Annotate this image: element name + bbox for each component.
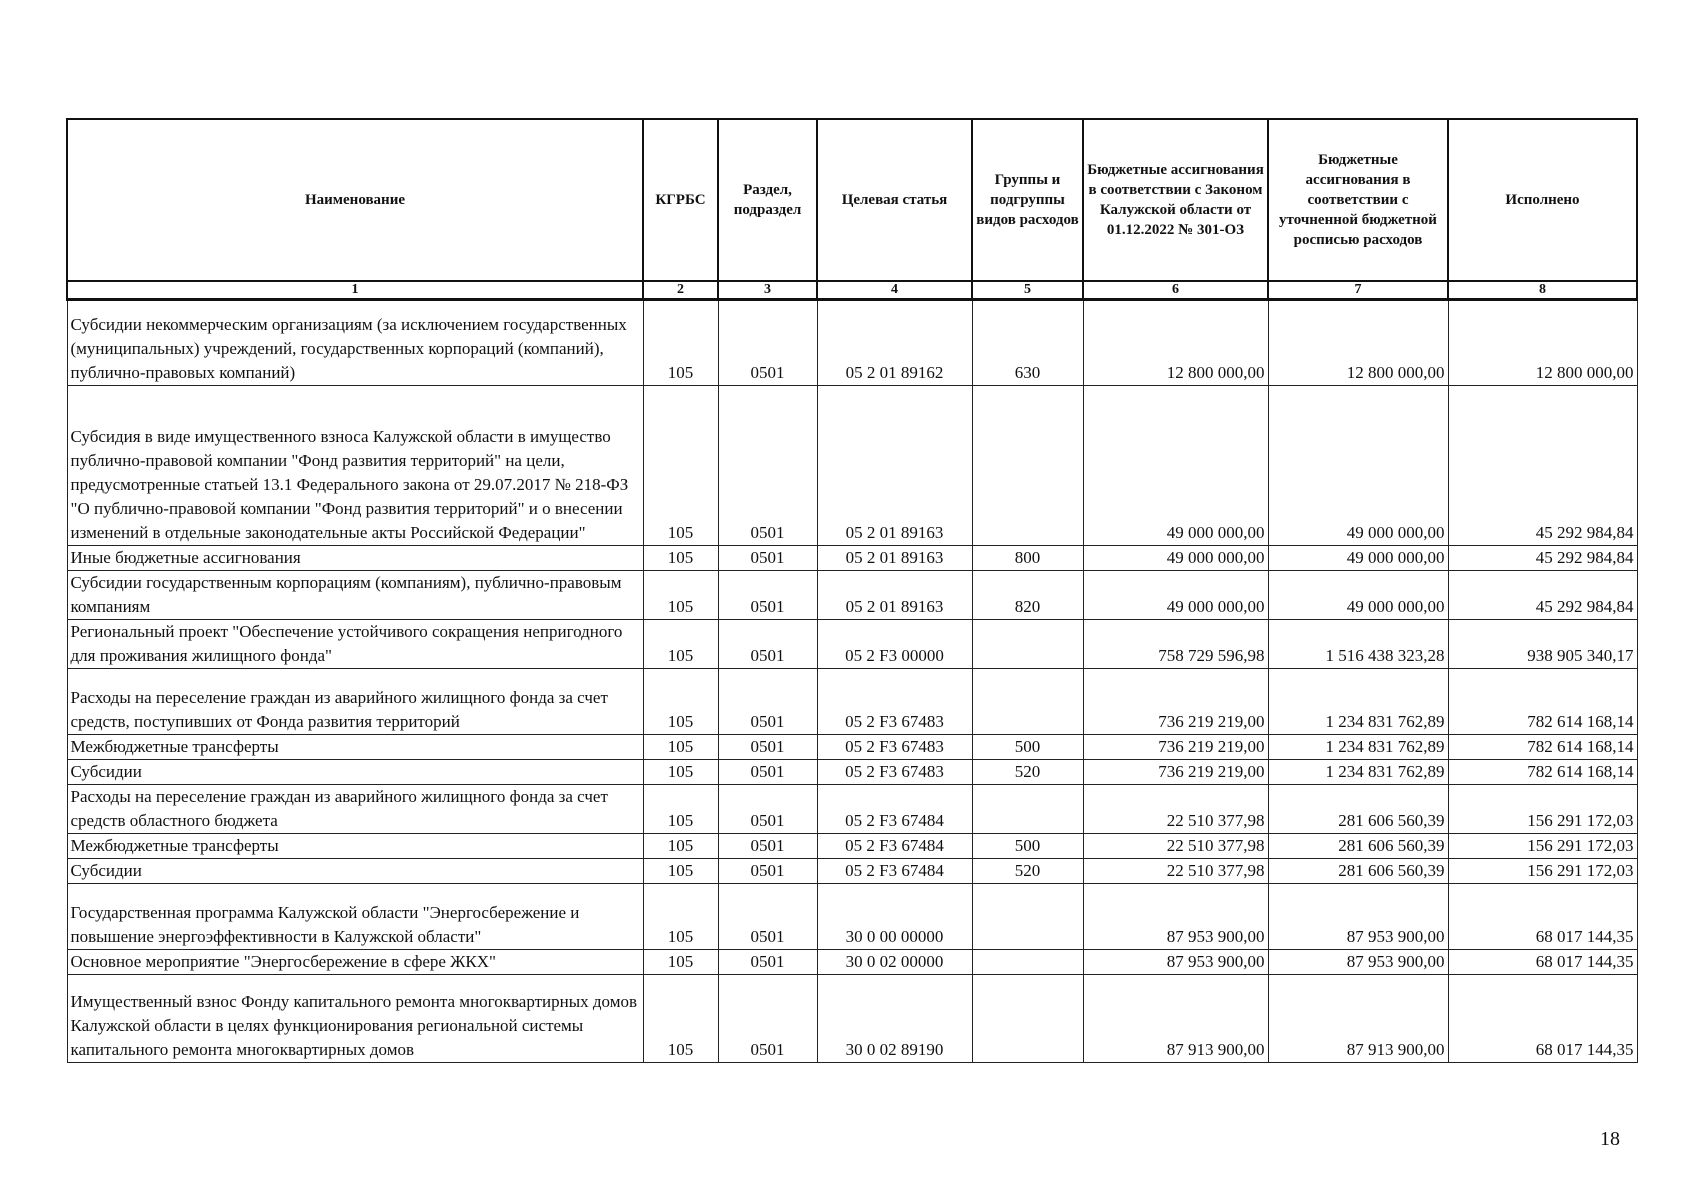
row-target-article: 05 2 01 89163	[817, 571, 972, 620]
budget-table-container	[66, 118, 1636, 1063]
row-expense-group	[972, 785, 1083, 834]
row-kgrbs: 105	[643, 620, 718, 669]
row-executed: 45 292 984,84	[1448, 386, 1637, 546]
table-row	[67, 950, 1637, 975]
row-expense-group: 820	[972, 571, 1083, 620]
row-section: 0501	[718, 884, 817, 950]
row-law-allocation: 49 000 000,00	[1083, 546, 1268, 571]
header-name: Наименование	[67, 119, 643, 281]
row-target-article: 30 0 00 00000	[817, 884, 972, 950]
row-law-allocation: 87 913 900,00	[1083, 975, 1268, 1063]
row-refined-allocation: 49 000 000,00	[1268, 571, 1448, 620]
row-name: Субсидии	[67, 760, 643, 785]
header-kgrbs: КГРБС	[643, 119, 718, 281]
row-expense-group	[972, 386, 1083, 546]
column-number: 3	[718, 281, 817, 300]
row-expense-group: 520	[972, 859, 1083, 884]
row-target-article: 05 2 F3 67483	[817, 760, 972, 785]
row-kgrbs: 105	[643, 884, 718, 950]
row-target-article: 05 2 01 89162	[817, 300, 972, 386]
row-law-allocation: 22 510 377,98	[1083, 834, 1268, 859]
row-refined-allocation: 49 000 000,00	[1268, 386, 1448, 546]
row-law-allocation: 87 953 900,00	[1083, 884, 1268, 950]
table-row	[67, 546, 1637, 571]
row-refined-allocation: 1 234 831 762,89	[1268, 760, 1448, 785]
row-law-allocation: 22 510 377,98	[1083, 785, 1268, 834]
row-section: 0501	[718, 785, 817, 834]
row-refined-allocation: 1 516 438 323,28	[1268, 620, 1448, 669]
row-section: 0501	[718, 669, 817, 735]
row-expense-group: 500	[972, 834, 1083, 859]
row-expense-group	[972, 884, 1083, 950]
row-kgrbs: 105	[643, 386, 718, 546]
row-section: 0501	[718, 859, 817, 884]
row-law-allocation: 736 219 219,00	[1083, 760, 1268, 785]
row-kgrbs: 105	[643, 760, 718, 785]
row-section: 0501	[718, 834, 817, 859]
header-section: Раздел, подраздел	[718, 119, 817, 281]
row-expense-group: 800	[972, 546, 1083, 571]
row-section: 0501	[718, 546, 817, 571]
table-row	[67, 785, 1637, 834]
row-expense-group	[972, 669, 1083, 735]
row-refined-allocation: 1 234 831 762,89	[1268, 669, 1448, 735]
row-target-article: 30 0 02 00000	[817, 950, 972, 975]
row-target-article: 05 2 F3 67484	[817, 834, 972, 859]
row-name: Межбюджетные трансферты	[67, 834, 643, 859]
row-section: 0501	[718, 735, 817, 760]
column-number: 5	[972, 281, 1083, 300]
row-section: 0501	[718, 386, 817, 546]
row-executed: 782 614 168,14	[1448, 735, 1637, 760]
row-executed: 45 292 984,84	[1448, 571, 1637, 620]
row-kgrbs: 105	[643, 546, 718, 571]
row-executed: 12 800 000,00	[1448, 300, 1637, 386]
table-row	[67, 760, 1637, 785]
row-refined-allocation: 281 606 560,39	[1268, 859, 1448, 884]
row-section: 0501	[718, 975, 817, 1063]
row-law-allocation: 758 729 596,98	[1083, 620, 1268, 669]
row-kgrbs: 105	[643, 785, 718, 834]
row-executed: 156 291 172,03	[1448, 785, 1637, 834]
table-row	[67, 620, 1637, 669]
row-target-article: 05 2 F3 67484	[817, 785, 972, 834]
table-row	[67, 859, 1637, 884]
row-executed: 45 292 984,84	[1448, 546, 1637, 571]
row-law-allocation: 22 510 377,98	[1083, 859, 1268, 884]
row-refined-allocation: 87 953 900,00	[1268, 950, 1448, 975]
budget-table	[66, 118, 1638, 1063]
row-expense-group: 520	[972, 760, 1083, 785]
header-executed: Исполнено	[1448, 119, 1637, 281]
row-law-allocation: 49 000 000,00	[1083, 571, 1268, 620]
row-name: Имущественный взнос Фонду капитального ремонта многоквартирных домов Калужской области в целях функционирования региональной системы капитального ремонта многоквартирных домов	[67, 975, 643, 1063]
row-law-allocation: 736 219 219,00	[1083, 735, 1268, 760]
row-name: Межбюджетные трансферты	[67, 735, 643, 760]
column-number: 2	[643, 281, 718, 300]
row-kgrbs: 105	[643, 834, 718, 859]
row-kgrbs: 105	[643, 300, 718, 386]
row-expense-group	[972, 975, 1083, 1063]
row-target-article: 05 2 F3 67483	[817, 735, 972, 760]
row-name: Субсидии	[67, 859, 643, 884]
row-executed: 68 017 144,35	[1448, 975, 1637, 1063]
column-number: 1	[67, 281, 643, 300]
row-name: Основное мероприятие "Энергосбережение в сфере ЖКХ"	[67, 950, 643, 975]
row-law-allocation: 12 800 000,00	[1083, 300, 1268, 386]
row-law-allocation: 736 219 219,00	[1083, 669, 1268, 735]
column-number-row	[67, 281, 1637, 300]
header-expense-groups: Группы и подгруппы видов расходов	[972, 119, 1083, 281]
row-name: Субсидии государственным корпорациям (компаниям), публично-правовым компаниям	[67, 571, 643, 620]
header-refined-allocations: Бюджетные ассигнования в соответствии с уточненной бюджетной росписью расходов	[1268, 119, 1448, 281]
table-row	[67, 571, 1637, 620]
row-name: Государственная программа Калужской области "Энергосбережение и повышение энергоэффективности в Калужской области"	[67, 884, 643, 950]
row-section: 0501	[718, 620, 817, 669]
row-section: 0501	[718, 300, 817, 386]
table-row	[67, 735, 1637, 760]
row-refined-allocation: 1 234 831 762,89	[1268, 735, 1448, 760]
table-row	[67, 884, 1637, 950]
row-name: Расходы на переселение граждан из аварийного жилищного фонда за счет средств, поступивших от Фонда развития территорий	[67, 669, 643, 735]
row-refined-allocation: 12 800 000,00	[1268, 300, 1448, 386]
row-law-allocation: 49 000 000,00	[1083, 386, 1268, 546]
row-executed: 156 291 172,03	[1448, 859, 1637, 884]
row-executed: 156 291 172,03	[1448, 834, 1637, 859]
row-section: 0501	[718, 760, 817, 785]
table-body	[67, 300, 1637, 1063]
column-number: 8	[1448, 281, 1637, 300]
row-expense-group: 500	[972, 735, 1083, 760]
row-target-article: 05 2 F3 00000	[817, 620, 972, 669]
row-name: Субсидии некоммерческим организациям (за исключением государственных (муниципальных) учреждений, государственных корпораций (компаний), публично-правовых компаний)	[67, 300, 643, 386]
column-number: 4	[817, 281, 972, 300]
row-executed: 938 905 340,17	[1448, 620, 1637, 669]
row-executed: 782 614 168,14	[1448, 760, 1637, 785]
row-section: 0501	[718, 571, 817, 620]
header-target-article: Целевая статья	[817, 119, 972, 281]
row-executed: 782 614 168,14	[1448, 669, 1637, 735]
row-name: Региональный проект "Обеспечение устойчивого сокращения непригодного для проживания жилищного фонда"	[67, 620, 643, 669]
row-executed: 68 017 144,35	[1448, 950, 1637, 975]
row-name: Иные бюджетные ассигнования	[67, 546, 643, 571]
row-expense-group	[972, 620, 1083, 669]
page-number: 18	[1600, 1128, 1620, 1150]
column-number: 7	[1268, 281, 1448, 300]
row-refined-allocation: 281 606 560,39	[1268, 834, 1448, 859]
row-refined-allocation: 281 606 560,39	[1268, 785, 1448, 834]
row-section: 0501	[718, 950, 817, 975]
row-target-article: 05 2 F3 67483	[817, 669, 972, 735]
row-kgrbs: 105	[643, 975, 718, 1063]
row-kgrbs: 105	[643, 950, 718, 975]
row-name: Расходы на переселение граждан из аварийного жилищного фонда за счет средств областного бюджета	[67, 785, 643, 834]
row-target-article: 05 2 F3 67484	[817, 859, 972, 884]
row-target-article: 30 0 02 89190	[817, 975, 972, 1063]
row-executed: 68 017 144,35	[1448, 884, 1637, 950]
row-kgrbs: 105	[643, 669, 718, 735]
row-refined-allocation: 87 953 900,00	[1268, 884, 1448, 950]
table-row	[67, 834, 1637, 859]
row-expense-group: 630	[972, 300, 1083, 386]
header-law-allocations: Бюджетные ассигнования в соответствии с Законом Калужской области от 01.12.2022 № 301-ОЗ	[1083, 119, 1268, 281]
table-row	[67, 300, 1637, 386]
row-target-article: 05 2 01 89163	[817, 386, 972, 546]
row-kgrbs: 105	[643, 859, 718, 884]
table-row	[67, 975, 1637, 1063]
row-law-allocation: 87 953 900,00	[1083, 950, 1268, 975]
row-expense-group	[972, 950, 1083, 975]
row-name: Субсидия в виде имущественного взноса Калужской области в имущество публично-правовой компании "Фонд развития территорий" на цели, предусмотренные статьей 13.1 Федерального закона от 29.07.2017 № 218-ФЗ "О публично-правовой компании "Фонд развития территорий" и о внесении изменений в отдельные законодательные акты Российской Федерации"	[67, 386, 643, 546]
row-refined-allocation: 49 000 000,00	[1268, 546, 1448, 571]
row-kgrbs: 105	[643, 735, 718, 760]
row-kgrbs: 105	[643, 571, 718, 620]
header-row	[67, 119, 1637, 281]
row-target-article: 05 2 01 89163	[817, 546, 972, 571]
table-row	[67, 386, 1637, 546]
row-refined-allocation: 87 913 900,00	[1268, 975, 1448, 1063]
column-number: 6	[1083, 281, 1268, 300]
table-row	[67, 669, 1637, 735]
